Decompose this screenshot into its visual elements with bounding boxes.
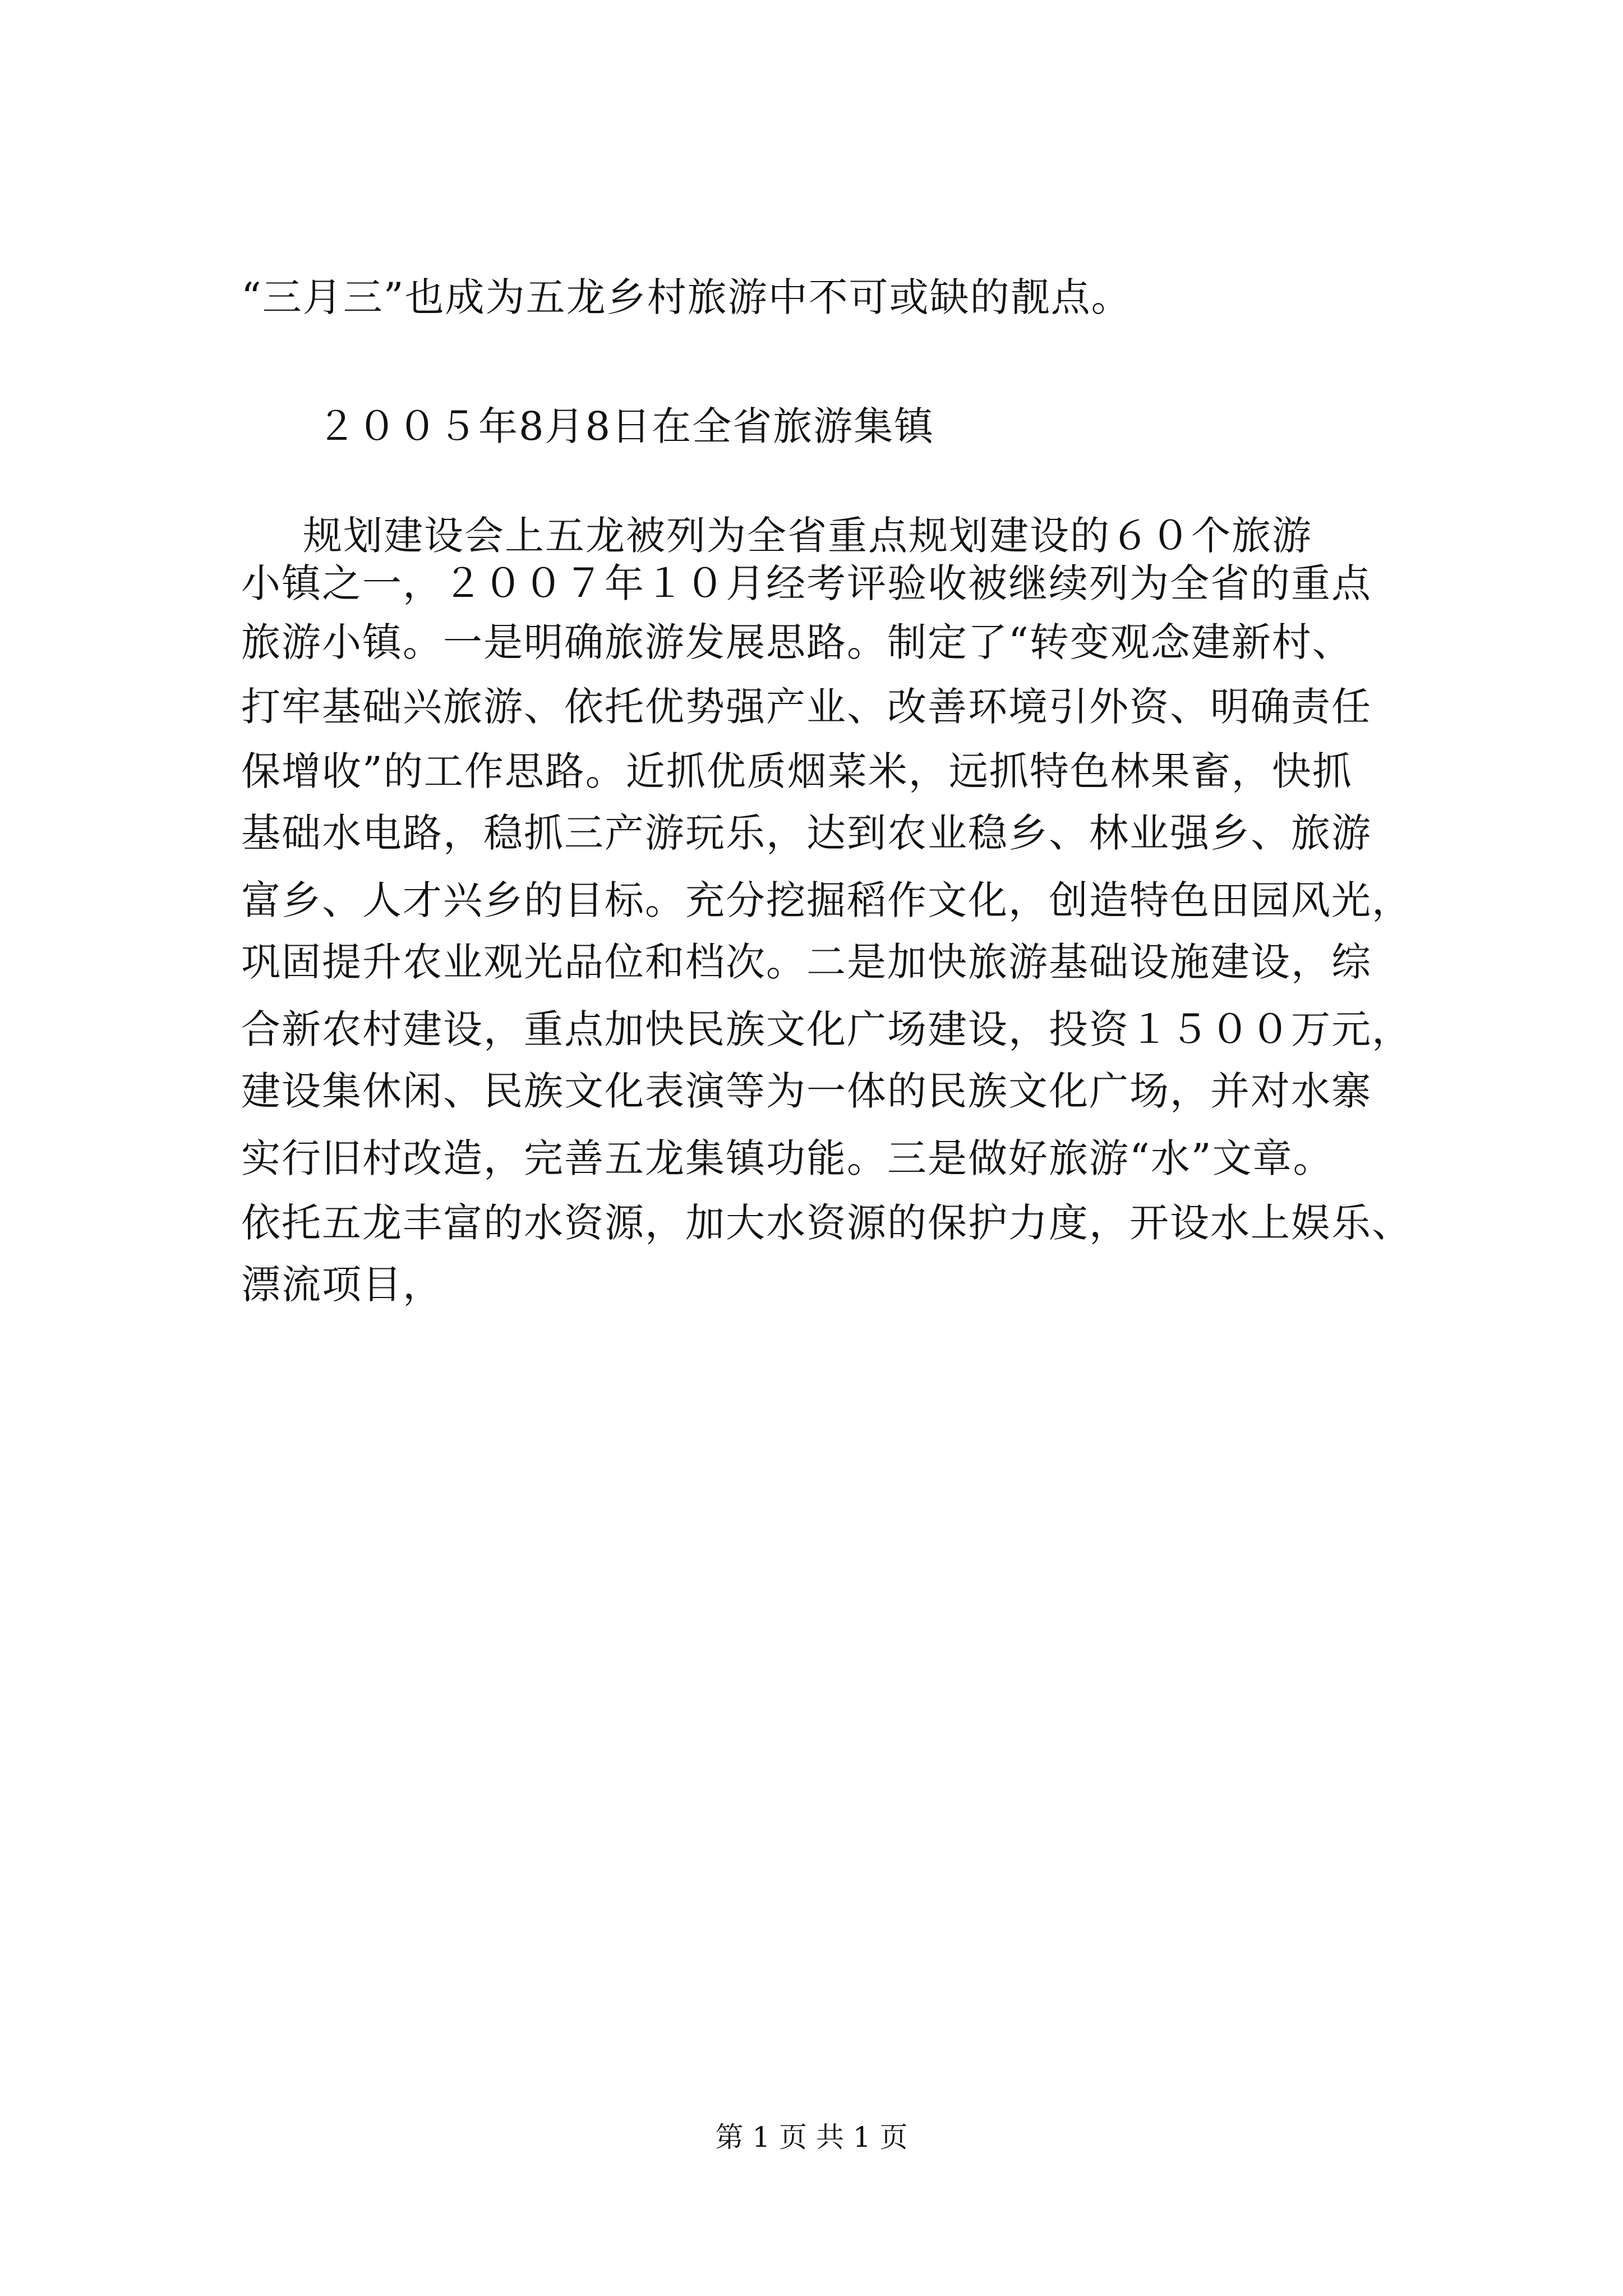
text-line: 打牢基础兴旅游、依托优势强产业、改善环境引外资、明确责任 <box>241 684 1372 730</box>
page-footer: 第 1 页 共 1 页 <box>715 2121 908 2154</box>
text-line: 保增收”的工作思路。近抓优质烟菜米，远抓特色林果畜，快抓 <box>241 748 1353 794</box>
text-line: 巩固提升农业观光品位和档次。二是加快旅游基础设施建设，综 <box>241 939 1372 985</box>
text-line: 漂流项目， <box>241 1262 443 1308</box>
text-line: “三月三”也成为五龙乡村旅游中不可或缺的靓点。 <box>241 274 1132 320</box>
text-line: 合新农村建设，重点加快民族文化广场建设，投资１５００万元， <box>241 1006 1412 1052</box>
text-line: 旅游小镇。一是明确旅游发展思路。制定了“转变观念建新村、 <box>241 619 1353 665</box>
text-line: 小镇之一，２００７年１０月经考评验收被继续列为全省的重点 <box>241 560 1372 606</box>
text-line: 基础水电路，稳抓三产游玩乐，达到农业稳乡、林业强乡、旅游 <box>241 810 1372 856</box>
text-line: 建设集休闲、民族文化表演等为一体的民族文化广场，并对水寨 <box>241 1068 1372 1114</box>
text-line: 依托五龙丰富的水资源，加大水资源的保护力度，开设水上娱乐、 <box>241 1200 1412 1246</box>
text-line: 实行旧村改造，完善五龙集镇功能。三是做好旅游“水”文章。 <box>241 1135 1334 1181</box>
text-line: ２００５年8月8日在全省旅游集镇 <box>317 403 935 449</box>
text-line: 富乡、人才兴乡的目标。充分挖掘稻作文化，创造特色田园风光， <box>241 877 1412 923</box>
paragraph-first-line: 规划建设会上五龙被列为全省重点规划建设的６０个旅游 <box>303 513 1312 559</box>
